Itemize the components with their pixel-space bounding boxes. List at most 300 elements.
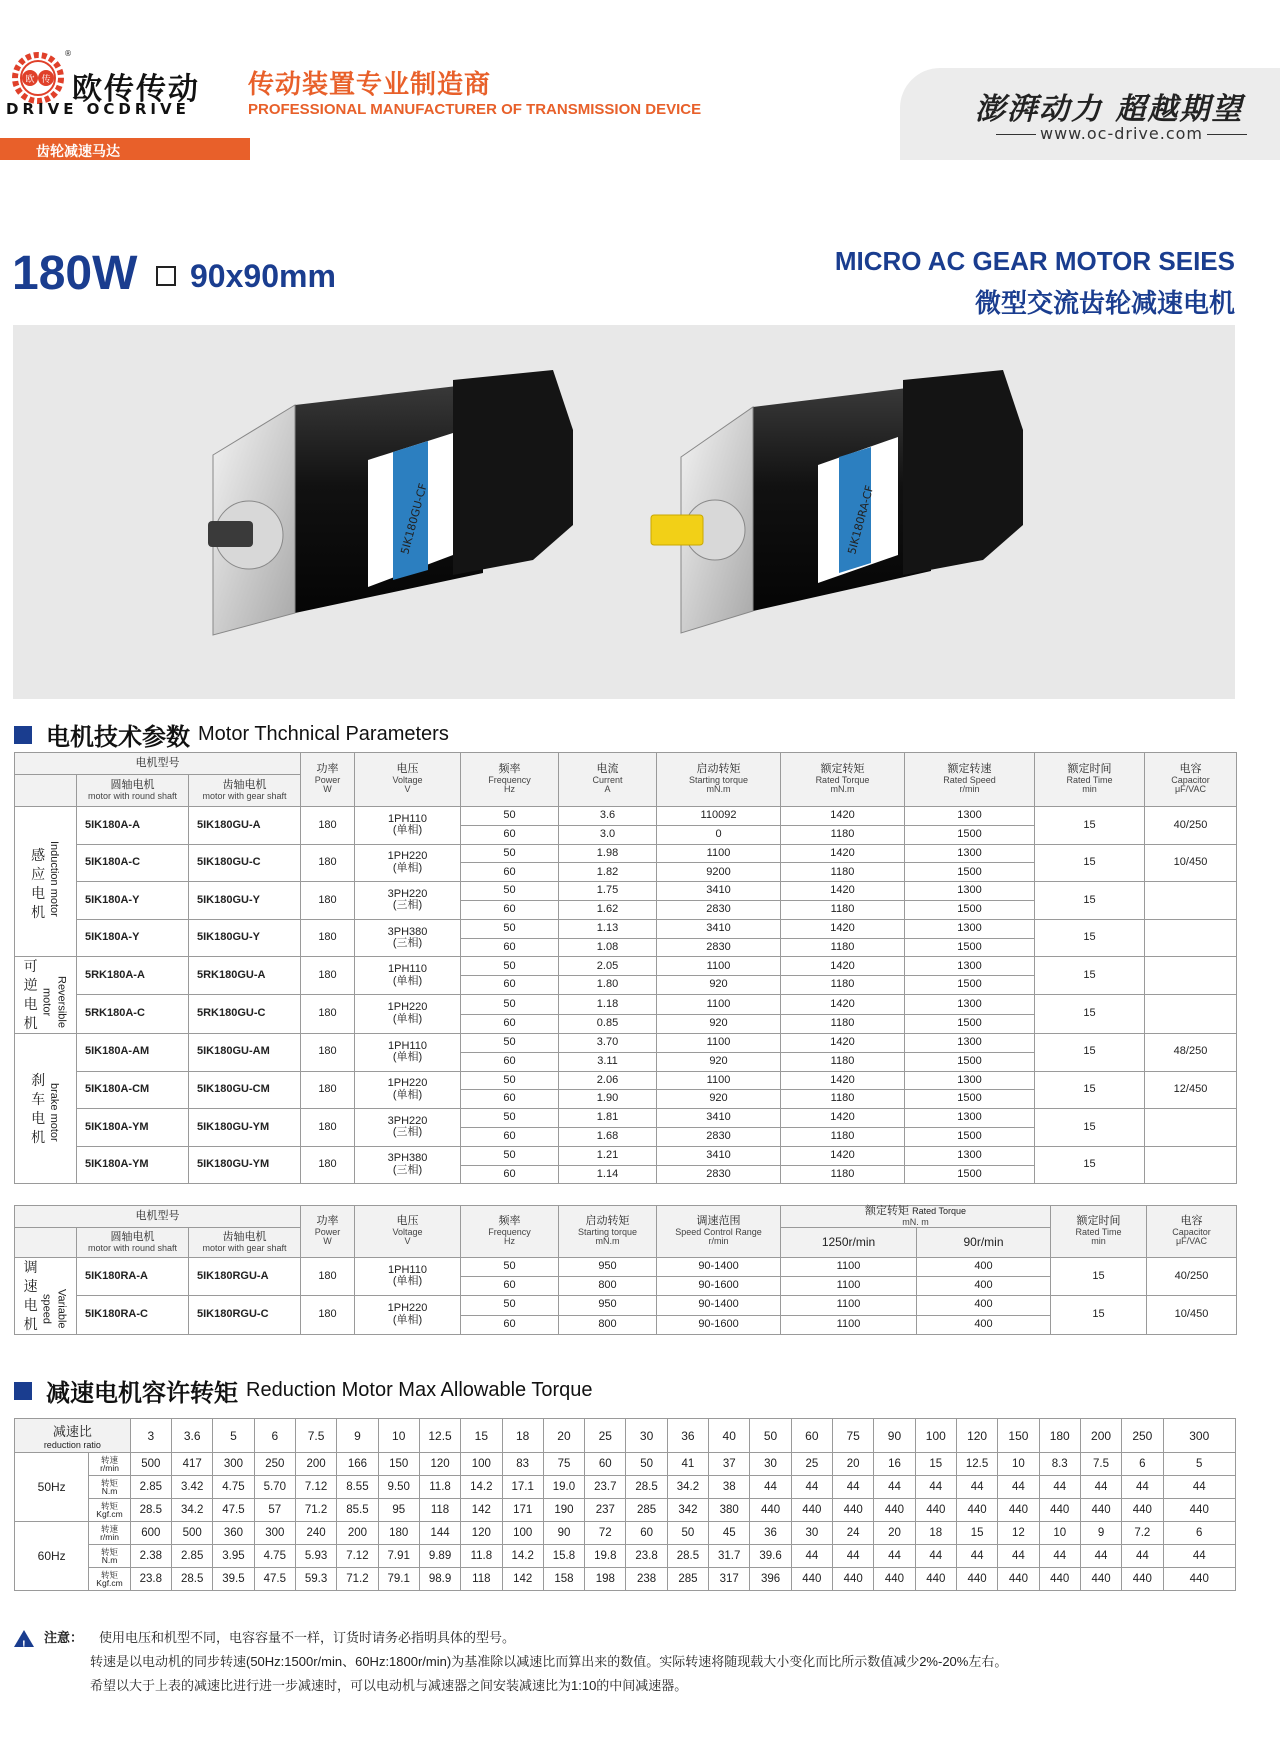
torque-cell: 44 (956, 1545, 997, 1568)
torque-cell: 250 (254, 1453, 295, 1476)
power-value: 180 (301, 1257, 355, 1295)
starting-torque-value: 800 (559, 1276, 657, 1295)
torque-cell: 440 (956, 1499, 997, 1522)
torque-cell: 440 (1163, 1499, 1236, 1522)
group-char: 电 (23, 1296, 38, 1313)
group-label-cn (30, 846, 46, 922)
allowable-torque-table (14, 1418, 1236, 1591)
ratio-value: 150 (998, 1419, 1039, 1453)
round-shaft-model: 5IK180RA-C (77, 1295, 189, 1334)
tagline-en: PROFESSIONAL MANUFACTURER OF TRANSMISSION DEVICE (248, 101, 702, 118)
torque-cell: 19.8 (585, 1545, 626, 1568)
section-square-icon (14, 726, 32, 744)
rated-time-value: 15 (1035, 807, 1145, 845)
frequency-value: 50 (461, 1109, 559, 1128)
round-shaft-model: 5RK180A-A (77, 957, 189, 995)
frequency-value: 60 (461, 938, 559, 957)
capacitor-value: 40/250 (1145, 807, 1237, 845)
voltage-type: (单相) (392, 1088, 423, 1101)
frequency-value: 60 (461, 1090, 559, 1109)
torque-cell: 440 (833, 1568, 874, 1591)
frequency-value: 50 (461, 1295, 559, 1315)
torque-cell: 45 (709, 1522, 750, 1545)
frequency-value: 60 (461, 1015, 559, 1034)
torque-cell: 28.5 (626, 1476, 667, 1499)
rated-torque-value: 1180 (781, 1090, 905, 1109)
ratio-value: 36 (667, 1419, 708, 1453)
starting-torque-value: 920 (657, 1052, 781, 1071)
col-round-shaft: 圆轴电机 motor with round shaft (77, 775, 189, 807)
rated-speed-value: 1300 (905, 1109, 1035, 1128)
table1-body (15, 807, 1237, 1184)
frequency-value: 50 (461, 1146, 559, 1165)
torque-cell: 342 (667, 1499, 708, 1522)
voltage-value (355, 1033, 461, 1071)
torque-cell: 28.5 (130, 1499, 171, 1522)
voltage-value (355, 919, 461, 957)
col-rated-time: 额定时间 Rated Time min (1051, 1206, 1147, 1258)
speed-range-value: 90-1400 (657, 1295, 781, 1315)
section-heading-params (14, 717, 449, 751)
group-char: 机 (23, 1015, 38, 1032)
table-row (15, 1568, 1236, 1591)
torque-cell: 7.12 (295, 1476, 336, 1499)
torque-cell: 440 (998, 1568, 1039, 1591)
starting-torque-value: 950 (559, 1295, 657, 1315)
torque-cell: 238 (626, 1568, 667, 1591)
table-row (15, 1545, 1236, 1568)
table-row (15, 1146, 1237, 1165)
rated-speed-value: 1500 (905, 825, 1035, 844)
rated-speed-value: 1300 (905, 1033, 1035, 1052)
torque-cell: 10 (998, 1453, 1039, 1476)
row-label-unit: r/min (100, 1532, 119, 1542)
rated-speed-value: 1300 (905, 957, 1035, 976)
col-round-shaft: 圆轴电机 motor with round shaft (77, 1227, 189, 1257)
gear-shaft-model: 5IK180GU-Y (189, 882, 301, 920)
frequency-value: 60 (461, 1315, 559, 1334)
torque-cell: 25 (791, 1453, 832, 1476)
rated-torque-value: 1420 (781, 1033, 905, 1052)
group-label-cn (30, 1071, 46, 1147)
voltage-value (355, 994, 461, 1033)
current-value: 1.90 (559, 1090, 657, 1109)
section-square-icon (14, 1382, 32, 1400)
torque-cell: 24 (833, 1522, 874, 1545)
round-shaft-model: 5IK180A-YM (77, 1109, 189, 1147)
rated-torque-value: 1420 (781, 882, 905, 901)
current-value: 1.75 (559, 882, 657, 901)
rated-speed-value: 1500 (905, 863, 1035, 882)
frequency-value: 50 (461, 919, 559, 938)
current-value: 3.6 (559, 807, 657, 826)
torque-cell: 19.0 (543, 1476, 584, 1499)
table-row (15, 807, 1237, 826)
logo-badge-right: 传 (41, 75, 51, 85)
torque-cell: 95 (378, 1499, 419, 1522)
torque-cell: 47.5 (213, 1499, 254, 1522)
col-speed-1250: 1250r/min (781, 1227, 917, 1257)
torque-cell: 98.9 (419, 1568, 460, 1591)
torque-cell: 37 (709, 1453, 750, 1476)
voltage-type: (单相) (392, 1012, 423, 1025)
torque-cell: 142 (502, 1568, 543, 1591)
torque-cell: 23.8 (626, 1545, 667, 1568)
torque-cell: 6 (1122, 1453, 1163, 1476)
torque-cell: 18 (915, 1522, 956, 1545)
current-value: 3.0 (559, 825, 657, 844)
capacitor-value (1145, 1109, 1237, 1147)
table-row (15, 957, 1237, 976)
frequency-value: 50 (461, 1033, 559, 1052)
torque-cell: 30 (750, 1453, 791, 1476)
torque-cell: 240 (295, 1522, 336, 1545)
torque-cell: 600 (130, 1522, 171, 1545)
torque-cell: 2.38 (130, 1545, 171, 1568)
company-logo-gear-icon (2, 48, 72, 104)
power-value: 180 (301, 882, 355, 920)
torque-cell: 28.5 (172, 1568, 213, 1591)
torque-cell: 71.2 (295, 1499, 336, 1522)
starting-torque-value: 3410 (657, 919, 781, 938)
rated-speed-value: 1500 (905, 1165, 1035, 1184)
torque-cell: 30 (791, 1522, 832, 1545)
table1-header-row (15, 753, 1237, 775)
table-row (15, 1033, 1237, 1052)
starting-torque-value: 920 (657, 1015, 781, 1034)
torque-cell: 75 (543, 1453, 584, 1476)
rated-time-value: 15 (1035, 1109, 1145, 1147)
torque-cell: 31.7 (709, 1545, 750, 1568)
row-label-unit: Kgf.cm (96, 1578, 123, 1588)
table2-header-row (15, 1206, 1237, 1228)
torque-cell: 39.6 (750, 1545, 791, 1568)
capacitor-value (1145, 1146, 1237, 1184)
col-capacitor: 电容 Capacitor μF/VAC (1145, 753, 1237, 807)
gear-shaft-model: 5IK180RGU-A (189, 1257, 301, 1295)
ratio-value: 30 (626, 1419, 667, 1453)
torque-cell: 198 (585, 1568, 626, 1591)
current-value: 2.06 (559, 1071, 657, 1090)
brand-name-en: DRIVE OCDRIVE (6, 100, 190, 118)
current-value: 3.70 (559, 1033, 657, 1052)
torque-cell: 15 (956, 1522, 997, 1545)
rated-torque-90-value: 400 (917, 1257, 1051, 1276)
ratio-value: 180 (1039, 1419, 1080, 1453)
variable-speed-table (14, 1205, 1237, 1335)
starting-torque-value: 110092 (657, 807, 781, 826)
section-heading-torque (14, 1373, 593, 1407)
frequency-value: 50 (461, 807, 559, 826)
torque-cell: 39.5 (213, 1568, 254, 1591)
torque-cell: 12 (998, 1522, 1039, 1545)
group-reversible (15, 957, 77, 1034)
rated-torque-1250-value: 1100 (781, 1315, 917, 1334)
torque-cell: 360 (213, 1522, 254, 1545)
power-value: 180 (301, 1146, 355, 1184)
voltage-type: (单相) (392, 861, 423, 874)
row-label-cn: 转矩 (101, 1500, 119, 1511)
rated-time-value: 15 (1035, 1071, 1145, 1109)
rated-speed-value: 1500 (905, 900, 1035, 919)
voltage-type: (三相) (392, 1164, 423, 1177)
starting-torque-value: 920 (657, 976, 781, 995)
torque-cell: 440 (915, 1568, 956, 1591)
rated-torque-value: 1180 (781, 938, 905, 957)
ratio-value: 90 (874, 1419, 915, 1453)
starting-torque-value: 2830 (657, 1165, 781, 1184)
brand-name-cn: 欧传传动 (72, 73, 200, 106)
current-value: 1.82 (559, 863, 657, 882)
col-power: 功率 Power W (301, 1206, 355, 1258)
current-value: 1.80 (559, 976, 657, 995)
torque-cell: 44 (915, 1545, 956, 1568)
torque-cell: 20 (833, 1453, 874, 1476)
row-label-unit: N.m (101, 1486, 118, 1496)
row-label (89, 1453, 130, 1476)
torque-cell: 3.95 (213, 1545, 254, 1568)
torque-cell: 9.89 (419, 1545, 460, 1568)
torque-cell: 44 (1039, 1476, 1080, 1499)
frequency-value: 60 (461, 976, 559, 995)
voltage-phase: 3PH220 (387, 887, 428, 900)
torque-cell: 17.1 (502, 1476, 543, 1499)
table-row (15, 919, 1237, 938)
torque-cell: 41 (667, 1453, 708, 1476)
col-group (15, 775, 77, 807)
rated-speed-value: 1500 (905, 1090, 1035, 1109)
group-char: 逆 (23, 977, 38, 994)
rated-speed-value: 1500 (905, 976, 1035, 995)
table-row (15, 1522, 1236, 1545)
torque-cell: 90 (543, 1522, 584, 1545)
product-photo (13, 325, 1235, 699)
table-row (15, 1453, 1236, 1476)
rated-time-value: 15 (1051, 1257, 1147, 1295)
torque-cell: 44 (1080, 1545, 1121, 1568)
capacitor-value: 48/250 (1145, 1033, 1237, 1071)
group-char: 机 (31, 1128, 46, 1145)
rated-time-value: 15 (1035, 1033, 1145, 1071)
frequency-value: 50 (461, 1071, 559, 1090)
torque-cell: 200 (295, 1453, 336, 1476)
group-label-en: Reversible motor (40, 976, 68, 1029)
group-label-en: Variable speed (40, 1289, 68, 1329)
round-shaft-model: 5RK180A-C (77, 994, 189, 1033)
current-value: 2.05 (559, 957, 657, 976)
series-title-cn: 微型交流齿轮减速电机 (974, 288, 1235, 318)
starting-torque-value: 9200 (657, 863, 781, 882)
ratio-value: 15 (461, 1419, 502, 1453)
torque-cell: 60 (585, 1453, 626, 1476)
rated-torque-value: 1180 (781, 863, 905, 882)
torque-cell: 44 (1163, 1545, 1236, 1568)
torque-cell: 44 (791, 1476, 832, 1499)
group-char: 电 (31, 1109, 46, 1126)
rated-time-value: 15 (1051, 1295, 1147, 1334)
torque-cell: 44 (1122, 1545, 1163, 1568)
col-model: 电机型号 (15, 753, 301, 775)
rated-speed-value: 1300 (905, 882, 1035, 901)
starting-torque-value: 0 (657, 825, 781, 844)
torque-cell: 9 (1080, 1522, 1121, 1545)
torque-cell: 44 (998, 1476, 1039, 1499)
voltage-type: (单相) (392, 1313, 423, 1326)
frequency-value: 50 (461, 882, 559, 901)
section-title-en: Reduction Motor Max Allowable Torque (246, 1379, 593, 1401)
rated-torque-value: 1420 (781, 1109, 905, 1128)
table-row (15, 1257, 1237, 1276)
torque-cell: 28.5 (667, 1545, 708, 1568)
voltage-phase: 1PH110 (388, 1039, 427, 1052)
torque-cell: 440 (874, 1568, 915, 1591)
rated-speed-value: 1300 (905, 1071, 1035, 1090)
power-value: 180 (301, 844, 355, 882)
torque-cell: 44 (833, 1545, 874, 1568)
frequency-value: 60 (461, 900, 559, 919)
torque-cell: 440 (998, 1499, 1039, 1522)
gear-shaft-model: 5IK180GU-C (189, 844, 301, 882)
torque-cell: 5.93 (295, 1545, 336, 1568)
current-value: 1.08 (559, 938, 657, 957)
voltage-phase: 1PH110 (388, 963, 427, 976)
rated-speed-value: 1300 (905, 1146, 1035, 1165)
torque-cell: 440 (956, 1568, 997, 1591)
capacitor-value (1145, 994, 1237, 1033)
group-char: 电 (23, 996, 38, 1013)
row-label (89, 1568, 130, 1591)
torque-cell: 7.2 (1122, 1522, 1163, 1545)
torque-cell: 3.42 (172, 1476, 213, 1499)
group-char: 调 (23, 1258, 38, 1275)
table-row (15, 1109, 1237, 1128)
current-value: 1.14 (559, 1165, 657, 1184)
table-row (15, 882, 1237, 901)
torque-cell: 380 (709, 1499, 750, 1522)
voltage-value (355, 1146, 461, 1184)
table-row (15, 844, 1237, 863)
group-induction (15, 807, 77, 957)
torque-cell: 120 (419, 1453, 460, 1476)
speed-range-value: 90-1600 (657, 1315, 781, 1334)
torque-cell: 440 (1080, 1568, 1121, 1591)
torque-cell: 8.55 (337, 1476, 378, 1499)
table-row (15, 1476, 1236, 1499)
col-speed-range: 调速范围 Speed Control Range r/min (657, 1206, 781, 1258)
voltage-type: (单相) (392, 824, 423, 837)
torque-cell: 100 (502, 1522, 543, 1545)
row-label-unit: r/min (100, 1463, 119, 1473)
capacitor-value (1145, 919, 1237, 957)
ratio-value: 25 (585, 1419, 626, 1453)
current-value: 1.98 (559, 844, 657, 863)
round-shaft-model: 5IK180A-A (77, 807, 189, 845)
ratio-value: 200 (1080, 1419, 1121, 1453)
motor-illustration (13, 325, 1235, 699)
ratio-value: 9 (337, 1419, 378, 1453)
torque-cell: 150 (378, 1453, 419, 1476)
torque-cell: 79.1 (378, 1568, 419, 1591)
power-value: 180 (301, 1109, 355, 1147)
rated-torque-value: 1180 (781, 900, 905, 919)
col-model: 电机型号 (15, 1206, 301, 1228)
ratio-value: 300 (1163, 1419, 1236, 1453)
round-shaft-model: 5IK180A-YM (77, 1146, 189, 1184)
torque-cell: 44 (791, 1545, 832, 1568)
torque-cell: 10 (1039, 1522, 1080, 1545)
ratio-value: 20 (543, 1419, 584, 1453)
torque-cell: 440 (1122, 1568, 1163, 1591)
power-value: 180 (301, 1071, 355, 1109)
torque-cell: 44 (915, 1476, 956, 1499)
rated-torque-1250-value: 1100 (781, 1276, 917, 1295)
rated-torque-90-value: 400 (917, 1315, 1051, 1334)
note-label: 注意： (44, 1630, 84, 1645)
table3-body (15, 1419, 1236, 1591)
note-line-3: 希望以大于上表的减速比进行进一步减速时，可以电动机与减速器之间安装减速比为1:10的中间减速器。 (90, 1678, 688, 1693)
group-label-cn (23, 957, 39, 1033)
rated-torque-value: 1180 (781, 1015, 905, 1034)
gear-shaft-model: 5RK180GU-A (189, 957, 301, 995)
starting-torque-value: 2830 (657, 1127, 781, 1146)
col-rated-torque: 额定转矩 Rated Torque mN.m (781, 753, 905, 807)
torque-cell: 36 (750, 1522, 791, 1545)
capacitor-value (1145, 882, 1237, 920)
voltage-phase: 1PH220 (387, 1001, 428, 1014)
ratio-value: 7.5 (295, 1419, 336, 1453)
logo-badge-left: 欧 (25, 75, 35, 85)
starting-torque-value: 1100 (657, 994, 781, 1014)
rated-time-value: 15 (1035, 1146, 1145, 1184)
col-starting-torque: 启动转矩 Starting torque mN.m (657, 753, 781, 807)
torque-cell: 2.85 (130, 1476, 171, 1499)
voltage-phase: 3PH220 (387, 1114, 428, 1127)
rated-time-value: 15 (1035, 844, 1145, 882)
voltage-type: (三相) (392, 937, 423, 950)
col-gear-shaft: 齿轴电机 motor with gear shaft (189, 1227, 301, 1257)
registered-mark: ® (64, 49, 72, 58)
row-label-unit: N.m (101, 1555, 118, 1565)
torque-cell: 44 (750, 1476, 791, 1499)
speed-range-value: 90-1600 (657, 1276, 781, 1295)
current-value: 1.68 (559, 1127, 657, 1146)
table-row (15, 994, 1237, 1014)
torque-cell: 34.2 (667, 1476, 708, 1499)
rated-speed-value: 1500 (905, 1127, 1035, 1146)
torque-cell: 14.2 (461, 1476, 502, 1499)
frequency-value: 60 (461, 1165, 559, 1184)
torque-cell: 85.5 (337, 1499, 378, 1522)
row-label (89, 1545, 130, 1568)
voltage-value (355, 844, 461, 882)
torque-cell: 44 (998, 1545, 1039, 1568)
voltage-phase: 3PH380 (387, 925, 428, 938)
current-value: 1.62 (559, 900, 657, 919)
ratio-value: 18 (502, 1419, 543, 1453)
group-variable (15, 1257, 77, 1334)
ratio-value: 40 (709, 1419, 750, 1453)
starting-torque-value: 3410 (657, 1109, 781, 1128)
frequency-label: 60Hz (15, 1522, 89, 1591)
group-label-en: brake motor (47, 1082, 60, 1142)
torque-cell: 166 (337, 1453, 378, 1476)
torque-cell: 14.2 (502, 1545, 543, 1568)
starting-torque-value: 1100 (657, 1033, 781, 1052)
gear-shaft-model: 5IK180GU-Y (189, 919, 301, 957)
group-char: 电 (31, 885, 46, 902)
round-shaft-model: 5IK180A-Y (77, 919, 189, 957)
torque-cell: 44 (1039, 1545, 1080, 1568)
